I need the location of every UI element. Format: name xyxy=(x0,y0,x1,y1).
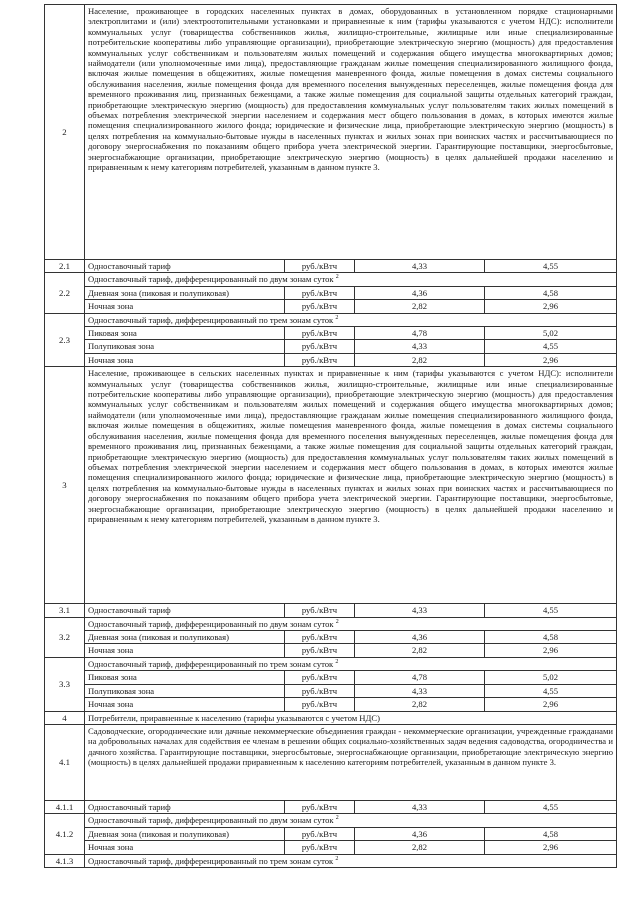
section-4-1-row xyxy=(45,724,617,800)
tariff-table xyxy=(44,4,617,868)
two-zone-row xyxy=(45,300,617,313)
footnote-mark: 2 xyxy=(335,314,339,321)
row-value-1: 4,33 xyxy=(355,800,485,813)
three-zone-header-text: Одноставочный тариф, дифференцированный по трем зонам суток xyxy=(88,314,334,325)
row-label: Дневная зона (пиковая и полупиковая) xyxy=(85,827,285,840)
row-value-1: 4,36 xyxy=(355,827,485,840)
three-zone-row xyxy=(45,684,617,697)
section-row-4 xyxy=(45,711,617,724)
single-tariff-row xyxy=(45,800,617,813)
item-number: 4.1.3 xyxy=(45,854,85,867)
row-unit: руб./кВтч xyxy=(285,827,355,840)
two-zone-header-text: Одноставочный тариф, дифференцированный по двум зонам суток xyxy=(88,618,334,629)
row-value-2: 2,96 xyxy=(485,698,617,711)
row-value-1: 4,33 xyxy=(355,684,485,697)
single-tariff-row xyxy=(45,260,617,273)
row-value-1: 4,33 xyxy=(355,340,485,353)
three-zone-row xyxy=(45,353,617,366)
item-number: 2.2 xyxy=(45,273,85,313)
row-value-1: 2,82 xyxy=(355,698,485,711)
row-label: Ночная зона xyxy=(85,841,285,854)
two-zone-row xyxy=(45,827,617,840)
row-value-2: 2,96 xyxy=(485,644,617,657)
row-label: Полупиковая зона xyxy=(85,340,285,353)
three-zone-header xyxy=(85,313,617,326)
row-label: Ночная зона xyxy=(85,698,285,711)
row-label: Дневная зона (пиковая и полупиковая) xyxy=(85,286,285,299)
row-unit: руб./кВтч xyxy=(285,286,355,299)
three-zone-header xyxy=(85,657,617,670)
row-unit: руб./кВтч xyxy=(285,353,355,366)
row-label: Ночная зона xyxy=(85,353,285,366)
row-unit: руб./кВтч xyxy=(285,644,355,657)
row-label: Пиковая зона xyxy=(85,327,285,340)
three-zone-header-text: Одноставочный тариф, дифференцированный по трем зонам суток xyxy=(88,658,334,669)
row-value-1: 2,82 xyxy=(355,644,485,657)
row-value-2: 4,55 xyxy=(485,604,617,617)
two-zone-header xyxy=(85,617,617,630)
footnote-mark: 2 xyxy=(335,815,339,822)
row-value-2: 4,58 xyxy=(485,286,617,299)
row-value-1: 4,36 xyxy=(355,631,485,644)
two-zone-header-row xyxy=(45,617,617,630)
row-value-1: 2,82 xyxy=(355,353,485,366)
section-description: Население, проживающее в городских населенных пунктах в домах, оборудованных в установленном порядке стационарными электроплитами и (или) электроотопительными установками и приравненные к ним (тарифы указываются с учетом НДС): исполнители коммунальных услуг (товарищества собственников жилья, жилищно-строительные, жилищные или иные специализированные потребительские кооперативы либо управляющие организации), приобретающие электрическую энергию (мощность) для предоставления коммунальных услуг собственникам и пользователям жилых помещений и содержания общего имущества многоквартирных домов; наймодатели (или уполномоченные ими лица), предоставляющие гражданам жилые помещения специализированного жилищного фонда, включая жилые помещения в общежитиях, жилые помещения маневренного фонда, жилые помещения в домах системы социального обслуживания населения, жилые помещения фонда для временного поселения вынужденных переселенцев, жилые помещения фонда для временного проживания лиц, признанных беженцами, а также жилые помещения для социальной защиты отдельных категорий граждан, приобретающие электрическую энергию (мощность) для предоставления коммунальных услуг пользователям таких жилых помещений в объемах потребления электрической энергии населением и содержания мест общего пользования в домах, в которых имеются жилые помещения специализированного жилого фонда; юридические и физические лица, приобретающие электрическую энергию (мощность) в целях потребления на коммунально-бытовые нужды в населенных пунктах и жилых зонах при воинских частях и рассчитывающиеся по договору энергоснабжения по показаниям общего прибора учета электрической энергии. Гарантирующие поставщики, энергосбытовые, энергоснабжающие организации, приобретающие электрическую энергию (мощность) в целях дальнейшей продажи населению и приравненным к нему категориям потребителей, указанным в данном пункте 3. xyxy=(85,5,617,260)
section-description: Население, проживающее в сельских населенных пунктах и приравненные к ним (тарифы указываются с учетом НДС): исполнители коммунальных услуг (товарищества собственников жилья, жилищно-строительные, жилищные или иные специализированные потребительские кооперативы либо управляющие организации), приобретающие электрическую энергию (мощность) для предоставления коммунальных услуг собственникам и пользователям жилых помещений и содержания общего имущества многоквартирных домов; наймодатели (или уполномоченные ими лица), предоставляющие гражданам жилые помещения специализированного жилищного фонда, включая жилые помещения в общежитиях, жилые помещения маневренного фонда, жилые помещения в домах системы социального обслуживания населения, жилые помещения фонда для временного поселения вынужденных переселенцев, жилые помещения фонда для временного проживания лиц, признанных беженцами, а также жилые помещения для социальной защиты отдельных категорий граждан, приобретающие электрическую энергию (мощность) для предоставления коммунальных услуг пользователям таких жилых помещений в объемах потребления электрической энергии населением и содержания мест общего пользования в домах, в которых имеются жилые помещения специализированного жилого фонда; юридические и физические лица, приобретающие электрическую энергию (мощность) в целях потребления на коммунально-бытовые нужды в населенных пунктах и жилых зонах при воинских частях и рассчитывающиеся по договору энергоснабжения по показаниям общего прибора учета электрической энергии. Гарантирующие поставщики, энергосбытовые, энергоснабжающие организации, приобретающие электрическую энергию (мощность) в целях дальнейшей продажи населению и приравненным к нему категориям потребителей, указанным в данном пункте 3. xyxy=(85,367,617,604)
item-number: 4.1.1 xyxy=(45,800,85,813)
row-value-1: 2,82 xyxy=(355,300,485,313)
row-value-2: 4,55 xyxy=(485,684,617,697)
item-number: 3.1 xyxy=(45,604,85,617)
row-value-2: 4,55 xyxy=(485,260,617,273)
footnote-mark: 2 xyxy=(335,855,339,862)
three-zone-header xyxy=(85,854,617,867)
two-zone-row xyxy=(45,644,617,657)
three-zone-header-row xyxy=(45,854,617,867)
row-unit: руб./кВтч xyxy=(285,800,355,813)
section-number: 4 xyxy=(45,711,85,724)
row-unit: руб./кВтч xyxy=(285,698,355,711)
section-number: 4.1 xyxy=(45,724,85,800)
row-label: Одноставочный тариф xyxy=(85,260,285,273)
item-number: 3.3 xyxy=(45,657,85,711)
three-zone-header-row xyxy=(45,657,617,670)
two-zone-header xyxy=(85,814,617,827)
row-label: Ночная зона xyxy=(85,300,285,313)
row-value-1: 4,78 xyxy=(355,671,485,684)
row-unit: руб./кВтч xyxy=(285,340,355,353)
row-unit: руб./кВтч xyxy=(285,631,355,644)
row-value-2: 4,55 xyxy=(485,340,617,353)
two-zone-header-text: Одноставочный тариф, дифференцированный по двум зонам суток xyxy=(88,815,334,826)
row-value-2: 5,02 xyxy=(485,327,617,340)
row-value-1: 4,78 xyxy=(355,327,485,340)
tariff-table-body xyxy=(45,5,617,868)
row-value-2: 4,55 xyxy=(485,800,617,813)
footnote-mark: 2 xyxy=(335,659,339,666)
row-label: Полупиковая зона xyxy=(85,684,285,697)
row-unit: руб./кВтч xyxy=(285,327,355,340)
three-zone-row xyxy=(45,698,617,711)
three-zone-header-text: Одноставочный тариф, дифференцированный по трем зонам суток xyxy=(88,855,334,866)
row-value-1: 2,82 xyxy=(355,841,485,854)
row-unit: руб./кВтч xyxy=(285,841,355,854)
two-zone-header-row xyxy=(45,814,617,827)
row-unit: руб./кВтч xyxy=(285,604,355,617)
row-unit: руб./кВтч xyxy=(285,300,355,313)
row-value-2: 4,58 xyxy=(485,631,617,644)
footnote-mark: 2 xyxy=(335,274,339,281)
two-zone-row xyxy=(45,631,617,644)
row-label: Ночная зона xyxy=(85,644,285,657)
row-value-1: 4,33 xyxy=(355,604,485,617)
section-description: Садоводческие, огороднические или дачные некоммерческие объединения граждан - некоммерческие организации, учрежденные гражданами на добровольных началах для содействия ее членам в решении общих социально-хозяйственных задач ведения садоводства, огородничества и дачного хозяйства. Гарантирующие поставщики, энергосбытовые, энергоснабжающие организации, приобретающие электрическую энергию (мощность) в целях дальнейшей продажи приравненным к населению категориям потребителей, указанным в данном пункте 3. xyxy=(85,724,617,800)
three-zone-row xyxy=(45,327,617,340)
two-zone-row xyxy=(45,286,617,299)
item-number: 3.2 xyxy=(45,617,85,657)
row-value-1: 4,36 xyxy=(355,286,485,299)
section-number: 2 xyxy=(45,5,85,260)
two-zone-header xyxy=(85,273,617,286)
item-number: 2.1 xyxy=(45,260,85,273)
row-unit: руб./кВтч xyxy=(285,684,355,697)
row-label: Одноставочный тариф xyxy=(85,604,285,617)
item-number: 2.3 xyxy=(45,313,85,367)
three-zone-row xyxy=(45,671,617,684)
section-number: 3 xyxy=(45,367,85,604)
row-label: Дневная зона (пиковая и полупиковая) xyxy=(85,631,285,644)
row-value-2: 4,58 xyxy=(485,827,617,840)
row-unit: руб./кВтч xyxy=(285,671,355,684)
item-number: 4.1.2 xyxy=(45,814,85,854)
row-value-2: 2,96 xyxy=(485,841,617,854)
tariff-document-page xyxy=(44,4,616,868)
row-value-2: 2,96 xyxy=(485,300,617,313)
three-zone-header-row xyxy=(45,313,617,326)
section-title: Потребители, приравненные к населению (тарифы указываются с учетом НДС) xyxy=(85,711,617,724)
single-tariff-row xyxy=(45,604,617,617)
row-value-2: 5,02 xyxy=(485,671,617,684)
three-zone-row xyxy=(45,340,617,353)
row-label: Одноставочный тариф xyxy=(85,800,285,813)
section-row-3 xyxy=(45,367,617,604)
row-value-2: 2,96 xyxy=(485,353,617,366)
section-row-2 xyxy=(45,5,617,260)
footnote-mark: 2 xyxy=(335,618,339,625)
row-unit: руб./кВтч xyxy=(285,260,355,273)
two-zone-header-text: Одноставочный тариф, дифференцированный по двум зонам суток xyxy=(88,274,334,285)
two-zone-row xyxy=(45,841,617,854)
row-label: Пиковая зона xyxy=(85,671,285,684)
row-value-1: 4,33 xyxy=(355,260,485,273)
two-zone-header-row xyxy=(45,273,617,286)
